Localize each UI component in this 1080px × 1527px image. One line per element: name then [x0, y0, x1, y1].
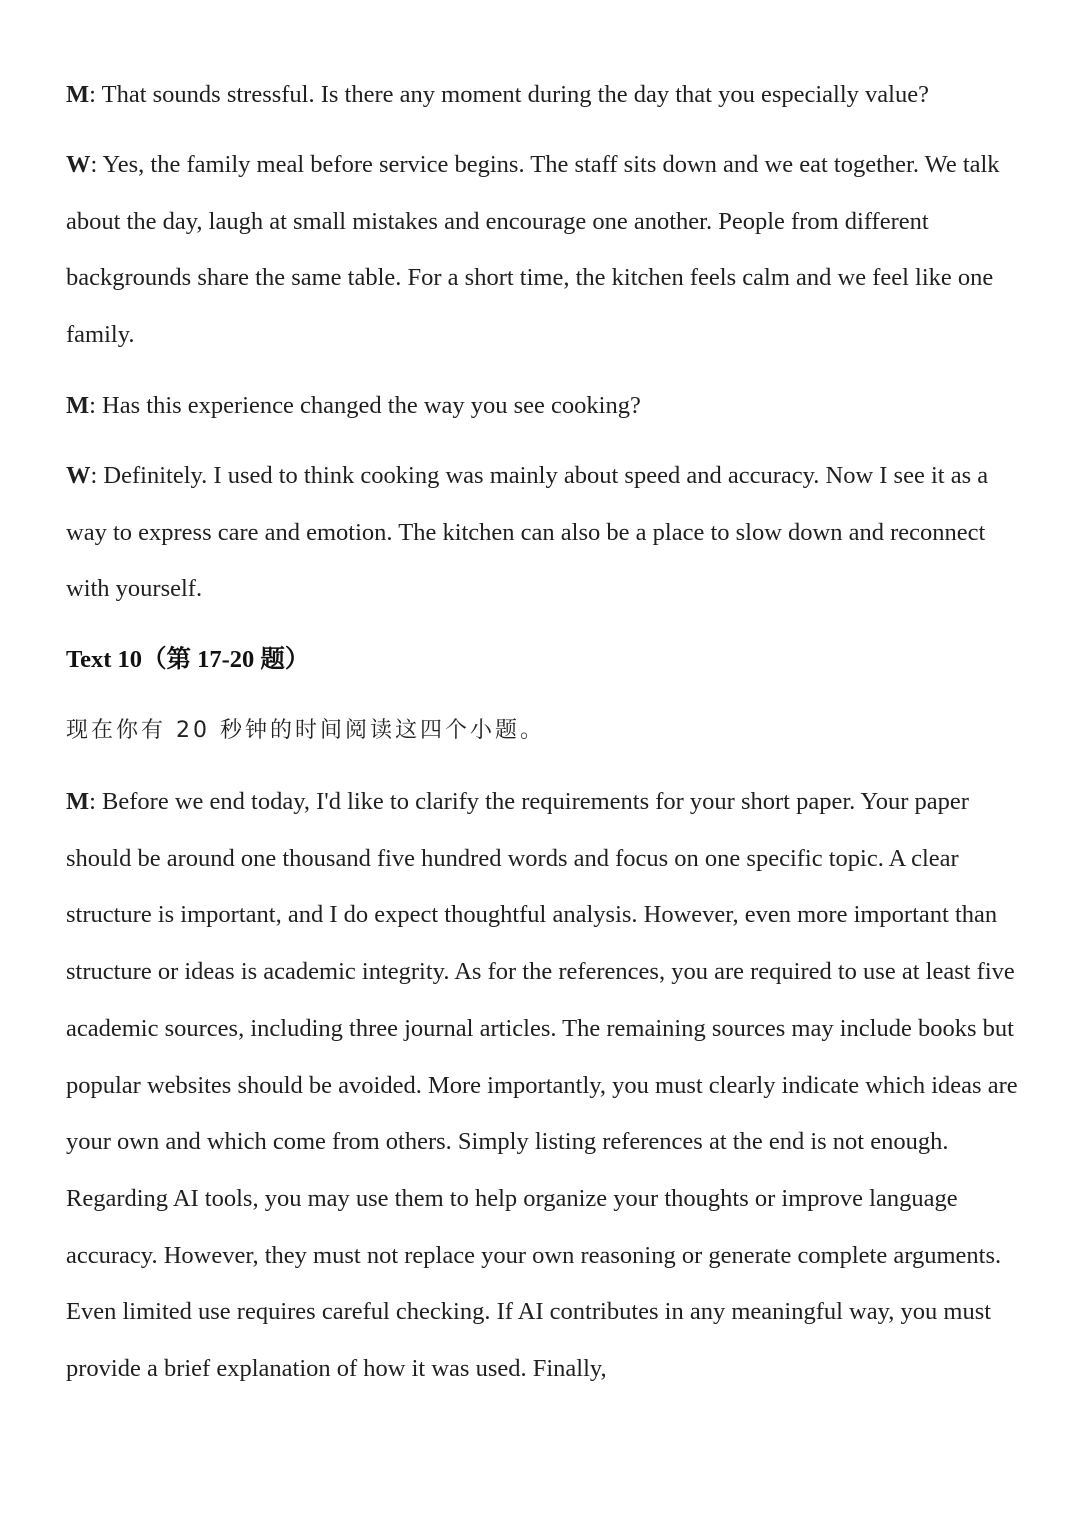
dialogue-line-m-2 [66, 378, 1026, 435]
dialogue-line-m-1 [66, 67, 1026, 124]
speaker-label: M [66, 788, 90, 815]
dialogue-text: : Has this experience changed the way you see cooking? [89, 392, 641, 419]
speaker-label: M [66, 392, 90, 419]
dialogue-text: : Before we end today, I'd like to clarify the requirements for your short paper. Your paper should be around one thousand five hundred words and focus on one specific topic. A clear structure is important, and I do expect thoughtful analysis. However, even more important than structure or ideas is academic integrity. As for the references, you are required to use at least five academic sources, including three journal articles. The remaining sources may include books but popular websites should be avoided. More importantly, you must clearly indicate which ideas are your own and which come from others. Simply listing references at the end is not enough. Regarding AI tools, you may use them to help organize your thoughts or improve language accuracy. However, they must not replace your own reasoning or generate complete arguments. Even limited use requires careful checking. If AI contributes in any meaningful way, you must provide a brief explanation of how it was used. Finally, [66, 788, 1018, 1383]
dialogue-line-m-3 [66, 774, 1026, 1398]
dialogue-text: : Yes, the family meal before service begins. The staff sits down and we eat together. We talk about the day, laugh at small mistakes and encourage one another. People from different backgrounds share the same table. For a short time, the kitchen feels calm and we feel like one family. [66, 151, 1000, 349]
speaker-label: M [66, 81, 90, 108]
dialogue-text: : Definitely. I used to think cooking was mainly about speed and accuracy. Now I see it as a way to express care and emotion. The kitchen can also be a place to slow down and reconnect with yourself. [66, 462, 989, 603]
section-heading: Text 10（第 17-20 题） [66, 646, 310, 673]
dialogue-line-w-1 [66, 137, 1026, 364]
section-instruction: 现在你有 20 秒钟的时间阅读这四个小题。 [66, 718, 545, 743]
dialogue-line-w-2 [66, 448, 1026, 618]
speaker-label: W [66, 462, 91, 489]
dialogue-text: : That sounds stressful. Is there any moment during the day that you especially value? [89, 81, 929, 108]
speaker-label: W [66, 151, 91, 178]
